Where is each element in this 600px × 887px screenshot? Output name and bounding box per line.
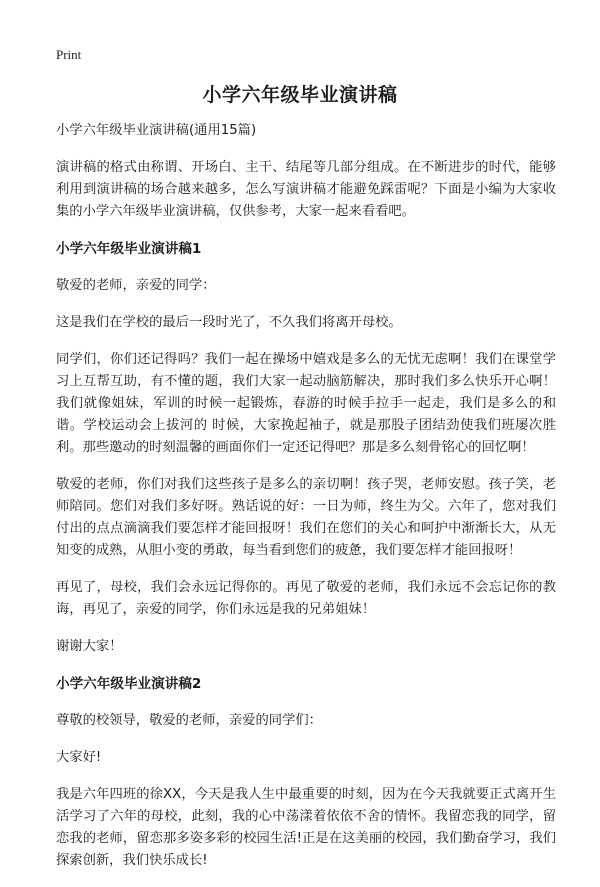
page-title: 小学六年级毕业演讲稿: [202, 84, 398, 106]
document-body: [56, 120, 556, 887]
print-link[interactable]: Print: [56, 47, 82, 62]
section-heading: 小学六年级毕业演讲稿1: [56, 241, 202, 257]
document-subtitle: 小学六年级毕业演讲稿(通用15篇): [56, 123, 257, 138]
section-1: [56, 238, 556, 658]
paragraph: 大家好!: [56, 750, 102, 765]
paragraph: 敬爱的老师，你们对我们这些孩子是多么的亲切啊！孩子哭，老师安慰。孩子笑，老师陪同。您们对我们多好呀。熟话说的好：一日为师，终生为父。六年了，您对我们付出的点点滴滴我们要怎样才能回报呀！我们在您们的关心和呵护中渐渐长大，从无知变的成熟，从胆小变的勇敢，每当看到您们的疲惫，我们要怎样才能回报呀！: [56, 477, 556, 558]
paragraph: 我是六年四班的徐XX，今天是我人生中最重要的时刻，因为在今天我就要正式离开生活学习了六年的母校，此刻，我的心中荡漾着依依不舍的情怀。我留恋我的同学，留恋我的老师，留恋那多姿多彩的校园生活!正是在这美丽的校园，我们勤奋学习，我们探索创新，我们快乐成长!: [56, 787, 556, 868]
intro-paragraph: 演讲稿的格式由称谓、开场白、主干、结尾等几部分组成。在不断进步的时代，能够利用到演讲稿的场合越来越多，怎么写演讲稿才能避免踩雷呢？下面是小编为大家收集的小学六年级毕业演讲稿，仅供参考，大家一起来看看吧。: [56, 160, 556, 219]
paragraph: 这是我们在学校的最后一段时光了，不久我们将离开母校。: [56, 315, 402, 330]
paragraph: 尊敬的校领导，敬爱的老师，亲爱的同学们：: [56, 713, 322, 728]
section-2: [56, 673, 556, 872]
paragraph: 谢谢大家！: [56, 639, 123, 654]
paragraph: 再见了，母校，我们会永远记得你的。再见了敬爱的老师，我们永远不会忘记你的教诲，再见了，亲爱的同学，你们永远是我的兄弟姐妹！: [56, 580, 556, 617]
paragraph: 同学们，你们还记得吗？我们一起在操场中嬉戏是多么的无忧无虑啊！我们在课堂学习上互帮互助，有不懂的题，我们大家一起动脑筋解决，那时我们多么快乐开心啊！我们就像姐妹，军训的时候一起锻炼，春游的时候手拉手一起走，我们是多么的和谐。学校运动会上拔河的 时候，大家挽起袖子，就是那股子团结劲使我们班屡次胜利。那些邀动的时刻温馨的画面你们一定还记得吧？那是多么刻骨铭心的回忆啊！: [56, 352, 556, 455]
section-heading: 小学六年级毕业演讲稿2: [56, 676, 202, 692]
paragraph: 敬爱的老师，亲爱的同学：: [56, 278, 216, 293]
